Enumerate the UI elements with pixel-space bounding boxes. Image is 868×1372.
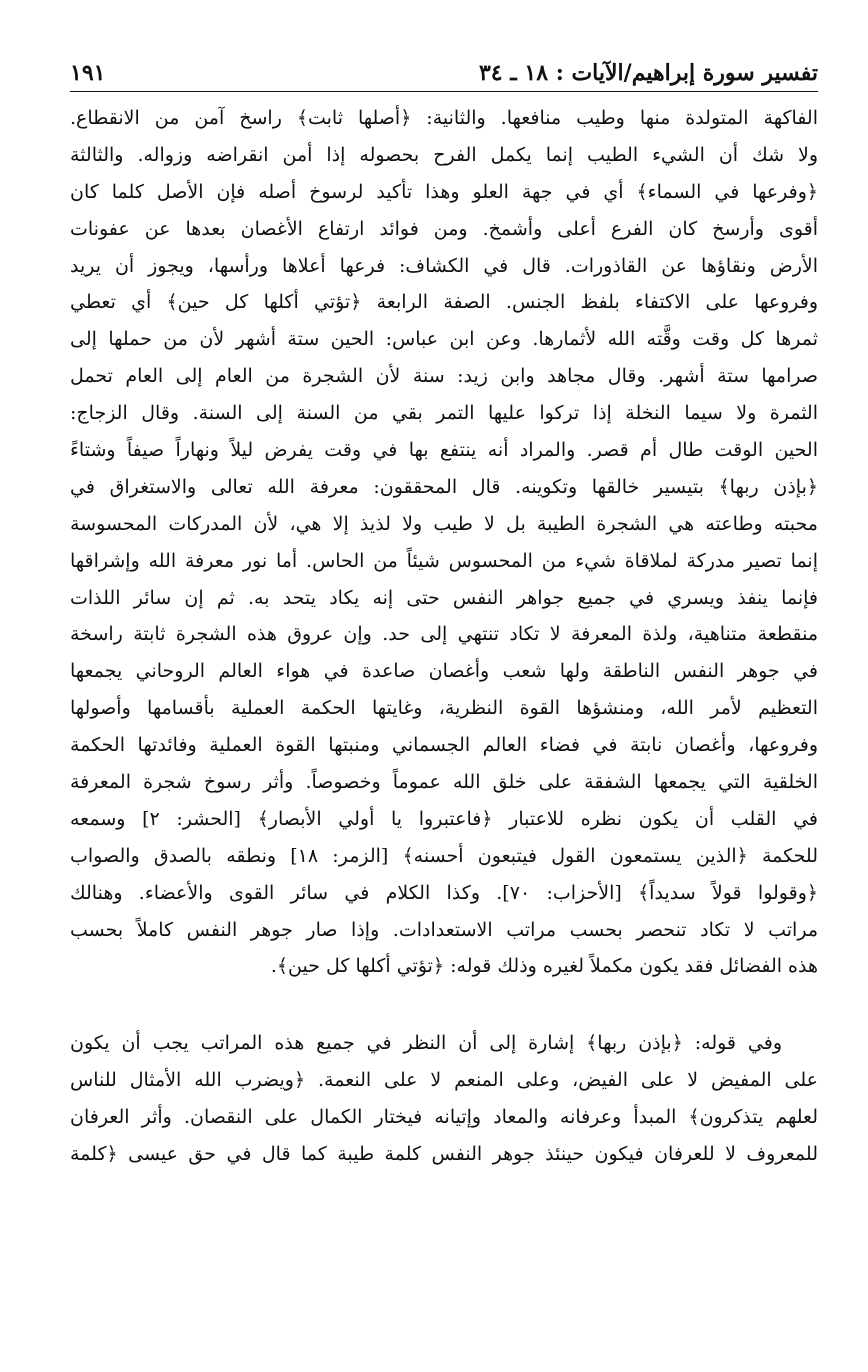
text-line: ﴿وفرعها في السماء﴾ أي في جهة العلو وهذا تأكيد لرسوخ أصله فإن الأصل كلما كان	[70, 180, 818, 203]
paragraph-2	[70, 1025, 818, 1173]
text-line: فإنما ينفذ ويسري في جميع جواهر النفس حتى إنه يكاد يتحد به. ثم إن سائر اللذات	[70, 586, 818, 609]
text-line: لعلهم يتذكرون﴾ المبدأ وعرفانه والمعاد وإتيانه فيختار الكمال على النقصان. وأثر العرفان	[70, 1106, 818, 1129]
paragraph-1	[70, 100, 818, 985]
text-line: منقطعة متناهية، ولذة المعرفة لا تكاد تنتهي إلى حد. وإن عروق هذه الشجرة ثابتة راسخة	[70, 623, 818, 646]
text-line: ﴿بإذن ربها﴾ بتيسير خالقها وتكوينه. قال المحققون: معرفة الله تعالى والاستغراق في	[70, 475, 818, 498]
text-line: صرامها ستة أشهر. وقال مجاهد وابن زيد: سنة لأن الشجرة من العام إلى العام تحمل	[70, 365, 818, 388]
text-line: وفروعها، وأغصان نابتة في فضاء العالم الجسماني ومنبتها القوة العملية وفائدتها الحكمة	[70, 734, 818, 757]
text-line: الفاكهة المتولدة منها وطيب منافعها. والثانية: ﴿أصلها ثابت﴾ راسخ آمن من الانقطاع.	[70, 107, 818, 129]
page-number: ١٩١	[70, 60, 106, 86]
text-line: إنما تصير مدركة لملاقاة شيء من المحسوس شيئاً من الحاس. أما نور معرفة الله وإشراقها	[70, 549, 818, 572]
text-line: للمعروف لا للعرفان فيكون حينئذ جوهر النفس كلمة طيبة كما قال في حق عيسى ﴿كلمة	[70, 1143, 818, 1166]
header-rule	[70, 91, 818, 92]
text-line: محبته وطاعته هي الشجرة الطيبة بل لا طيب ولا لذيذ إلا هي، لأن المدركات المحسوسة	[70, 512, 818, 535]
text-line: وفروعها على الاكتفاء بلفظ الجنس. الصفة الرابعة ﴿تؤتي أكلها كل حين﴾ أي تعطي	[70, 291, 818, 314]
text-line: في القلب أن يكون نظره للاعتبار ﴿فاعتبروا يا أولي الأبصار﴾ [الحشر: ٢] وسمعه	[70, 807, 818, 830]
text-line: الثمرة ولا سيما النخلة إذا تركوا عليها التمر بقي من السنة إلى السنة. وقال الزجاج:	[70, 402, 818, 425]
text-line: في جوهر النفس الناطقة ولها شعب وأغصان صاعدة في هواء العالم الروحاني يجمعها	[70, 660, 818, 683]
text-line: الحين الوقت طال أم قصر. والمراد أنه ينتفع بها في وقت يفرض ليلاً ونهاراً صيفاً وشتاءً	[70, 439, 818, 462]
text-line: على المفيض لا على الفيض، وعلى المنعم لا على النعمة. ﴿ويضرب الله الأمثال للناس	[70, 1069, 818, 1092]
page-body	[70, 100, 818, 1173]
text-line: وفي قوله: ﴿بإذن ربها﴾ إشارة إلى أن النظر في جميع هذه المراتب يجب أن يكون	[70, 1032, 782, 1055]
text-line: التعظيم لأمر الله، ومنشؤها القوة النظرية، وغايتها الحكمة العملية بأقسامها وأصولها	[70, 697, 818, 720]
text-line: ثمرها كل وقت وقَّته الله لأثمارها. وعن ابن عباس: الحين ستة أشهر لأن من حملها إلى	[70, 328, 818, 351]
text-line: ولا شك أن الشيء الطيب إنما يكمل الفرح بحصوله إذا أمن انقراضه وزواله. والثالثة	[70, 143, 818, 166]
text-line: أقوى وأرسخ كان الفرع أعلى وأشمخ. ومن فوائد ارتفاع الأغصان بعدها عن عفونات	[70, 217, 818, 240]
text-line: الخلقية التي يجمعها الشفقة على خلق الله عموماً وخصوصاً. وأثر رسوخ شجرة المعرفة	[70, 771, 818, 794]
running-header	[70, 56, 818, 90]
paragraph-gap	[70, 985, 818, 1025]
header-title: تفسير سورة إبراهيم/الآيات : ١٨ ـ ٣٤	[478, 60, 818, 86]
text-line: هذه الفضائل فقد يكون مكملاً لغيره وذلك قوله: ﴿تؤتي أكلها كل حين﴾.	[270, 955, 818, 978]
text-line: الأرض ونقاؤها عن القاذورات. قال في الكشاف: فرعها أعلاها ورأسها، ويجوز أن يريد	[70, 254, 818, 277]
text-line: مراتب لا تكاد تنحصر بحسب مراتب الاستعدادات. وإذا صار جوهر النفس كاملاً بحسب	[70, 918, 818, 941]
text-line: للحكمة ﴿الذين يستمعون القول فيتبعون أحسنه﴾ [الزمر: ١٨] ونطقه بالصدق والصواب	[70, 844, 818, 867]
text-line: ﴿وقولوا قولاً سديداً﴾ [الأحزاب: ٧٠]. وكذا الكلام في سائر القوى والأعضاء. وهنالك	[70, 881, 818, 904]
